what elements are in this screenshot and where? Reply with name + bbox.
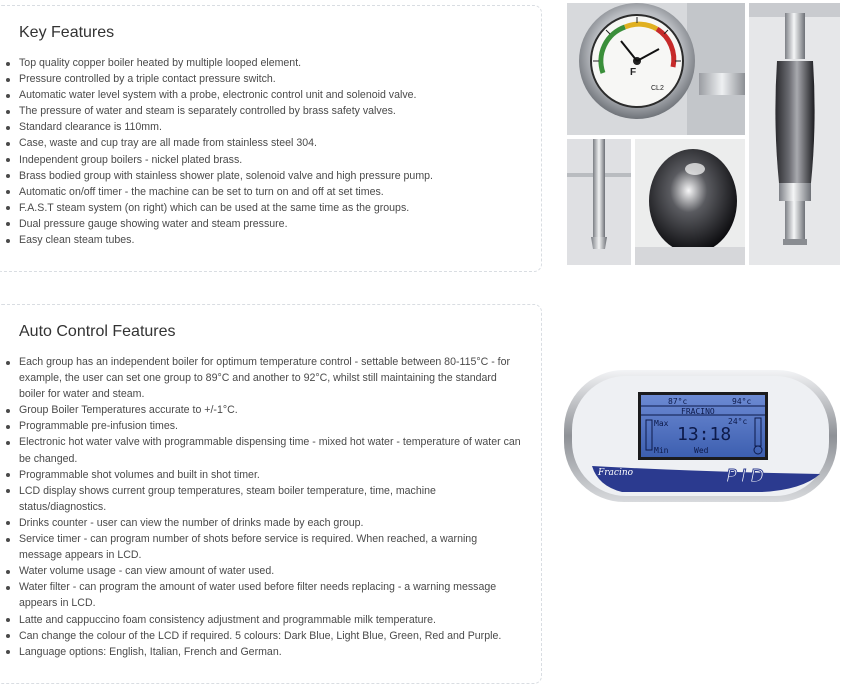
auto-control-list <box>0 354 541 660</box>
lcd-steam-temp: 24°c <box>728 417 748 426</box>
list-item: Independent group boilers - nickel plated brass. <box>19 152 522 168</box>
steam-tube-icon <box>567 139 631 265</box>
lcd-max-label: Max <box>654 419 669 428</box>
gauge-label: CL2 <box>651 85 664 92</box>
list-item: Water volume usage - can view amount of water used. <box>19 563 522 579</box>
list-item: Pressure controlled by a triple contact pressure switch. <box>19 71 522 87</box>
list-item: LCD display shows current group temperatures, steam boiler temperature, time, machine status/diagnostics. <box>19 483 522 515</box>
pid-logo: PID <box>726 466 769 487</box>
key-features-panel <box>0 5 542 272</box>
list-item: Case, waste and cup tray are all made from stainless steel 304. <box>19 135 522 151</box>
control-knob-photo <box>635 139 745 265</box>
list-item: Brass bodied group with stainless shower plate, solenoid valve and high pressure pump. <box>19 168 522 184</box>
brand-badge: Fracino <box>598 468 634 478</box>
list-item: Latte and cappuccino foam consistency adjustment and programmable milk temperature. <box>19 612 522 628</box>
list-item: Each group has an independent boiler for optimum temperature control - settable between 80-115°C - for example, the user can set one group to 89°C and another to 92°C, whilst still maintaining the standard boiler for water and steam. <box>19 354 522 402</box>
steam-lever-icon <box>749 3 840 265</box>
auto-control-panel <box>0 304 542 684</box>
list-item: Drinks counter - user can view the number of drinks made by each group. <box>19 515 522 531</box>
list-item: Easy clean steam tubes. <box>19 232 522 248</box>
list-item: Service timer - can program number of shots before service is required. When reached, a warning message appears in LCD. <box>19 531 522 563</box>
list-item: Automatic on/off timer - the machine can be set to turn on and off at set times. <box>19 184 522 200</box>
list-item: Can change the colour of the LCD if required. 5 colours: Dark Blue, Light Blue, Green, Red and Purple. <box>19 628 522 644</box>
gauge-photo <box>567 3 745 135</box>
list-item: Water filter - can program the amount of water used before filter needs replacing - a warning message appears in LCD. <box>19 579 522 611</box>
pressure-gauge-icon <box>567 3 745 135</box>
list-item: Top quality copper boiler heated by multiple looped element. <box>19 55 522 71</box>
lcd-min-label: Min <box>654 446 669 455</box>
product-image-collage <box>567 3 840 265</box>
list-item: Dual pressure gauge showing water and steam pressure. <box>19 216 522 232</box>
steam-lever-photo <box>749 3 840 265</box>
lcd-left-temp: 87°c <box>668 397 688 406</box>
lcd-brand-line: FRACINO <box>681 407 715 416</box>
key-features-list <box>0 55 541 248</box>
list-item: Group Boiler Temperatures accurate to +/-1°C. <box>19 402 522 418</box>
list-item: Programmable shot volumes and built in shot timer. <box>19 467 522 483</box>
list-item: Programmable pre-infusion times. <box>19 418 522 434</box>
gauge-brand-mark: F <box>630 67 637 78</box>
lcd-day: Wed <box>694 446 709 455</box>
steam-tube-photo <box>567 139 631 265</box>
lcd-right-temp: 94°c <box>732 397 752 406</box>
list-item: Language options: English, Italian, French and German. <box>19 644 522 660</box>
list-item: F.A.S.T steam system (on right) which can be used at the same time as the groups. <box>19 200 522 216</box>
pid-controller-photo <box>562 362 839 508</box>
list-item: Electronic hot water valve with programmable dispensing time - mixed hot water - temperature of water can be changed. <box>19 434 522 466</box>
control-knob-icon <box>635 139 745 265</box>
lcd-time: 13:18 <box>677 424 732 445</box>
key-features-title: Key Features <box>19 24 115 41</box>
list-item: Automatic water level system with a probe, electronic control unit and solenoid valve. <box>19 87 522 103</box>
list-item: The pressure of water and steam is separately controlled by brass safety valves. <box>19 103 522 119</box>
list-item: Standard clearance is 110mm. <box>19 119 522 135</box>
auto-control-title: Auto Control Features <box>19 323 176 340</box>
